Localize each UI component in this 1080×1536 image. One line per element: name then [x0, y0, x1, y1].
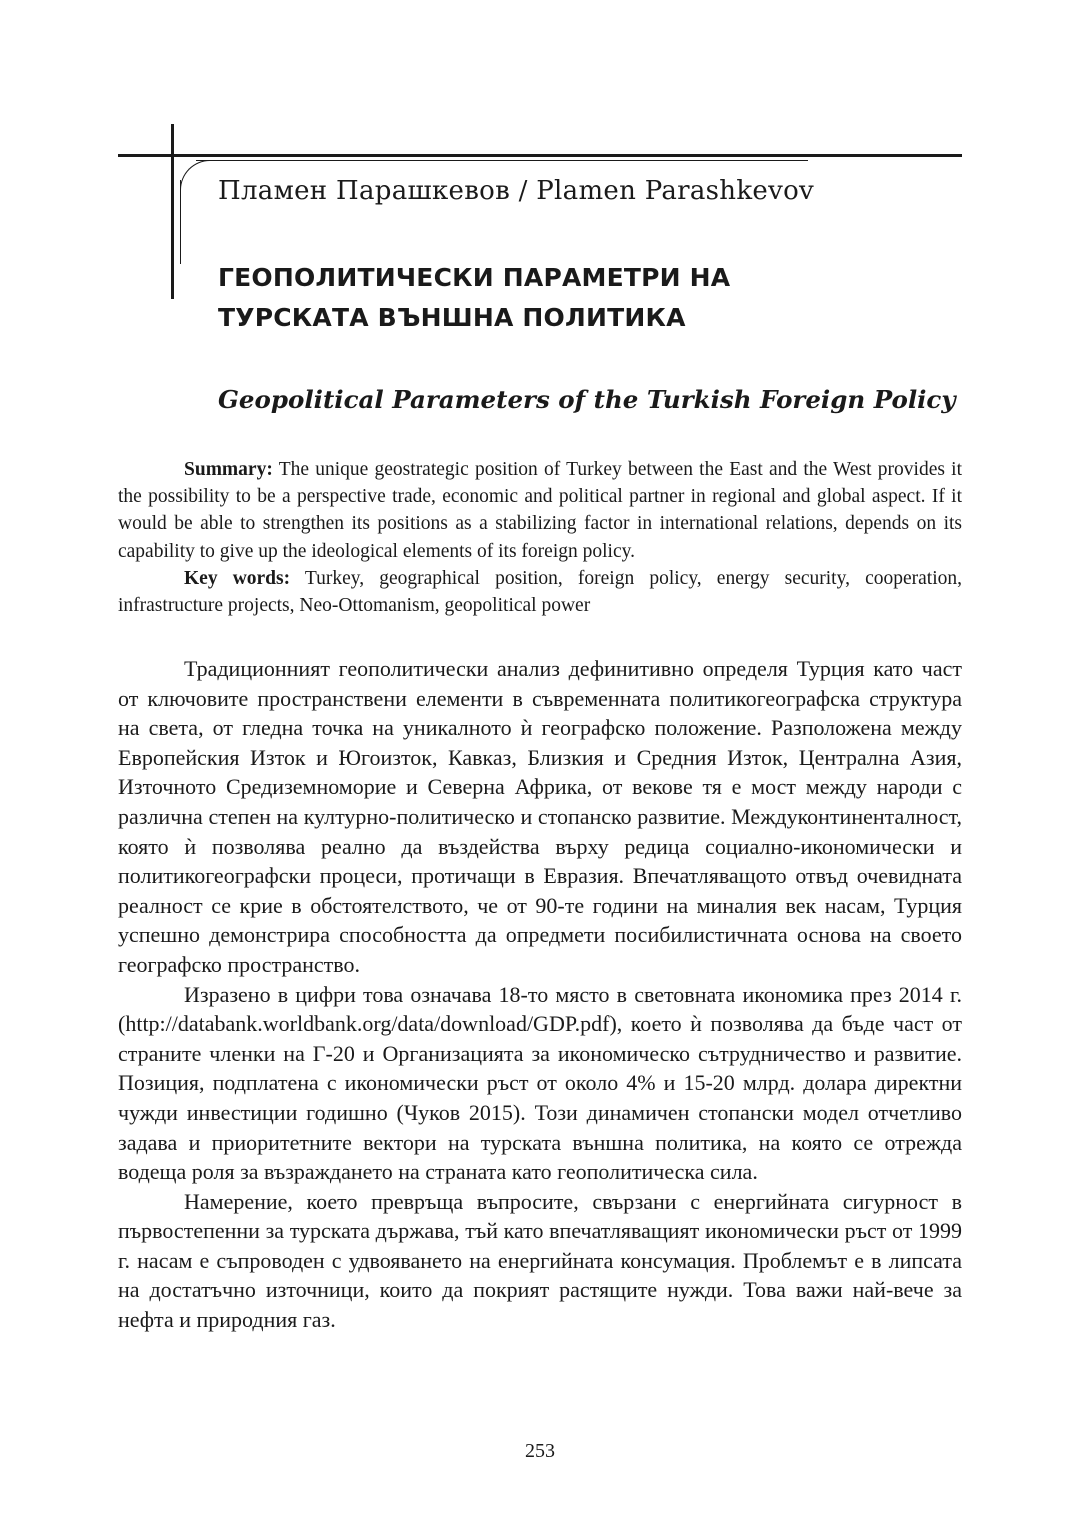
summary-text: The unique geostrategic position of Turkey between the East and the West provides it the possibility to be a perspective trade, economic and political partner in regional and global aspect. If it would be able to strengthen its positions as a stabilizing factor in international relations, depends on its capability to give up the ideological elements of its foreign policy. — [118, 459, 962, 562]
keywords-label: Key words: — [184, 567, 291, 589]
keywords-text: Turkey, geographical position, foreign policy, energy security, cooperation, infrastructure projects, Neo-Ottomanism, geopolitical power — [118, 567, 962, 617]
title-bg-line-1: ГЕОПОЛИТИЧЕСКИ ПАРАМЕТРИ НА — [218, 263, 731, 292]
author-name: Пламен Парашкевов / Plamen Parashkevov — [218, 176, 815, 206]
body-paragraph: Изразено в цифри това означава 18-то място в световната икономика през 2014 г. (http://databank.worldbank.org/data/download/GDP.pdf), което ѝ позволява да бъде част от страните членки на Г-20 и Организацията за икономическо сътрудничество и развитие. Позиция, подплатена с икономически ръст от около 4% и 15-20 млрд. долара директни чужди инвестиции годишно (Чуков 2015). Този динамичен стопански модел отчетливо задава и приоритетните вектори на турската външна политика, на която се отрежда водеща роля за възраждането на страната като геополитическа сила. — [118, 981, 962, 1185]
keywords-paragraph — [118, 565, 962, 619]
article-title-bulgarian — [218, 258, 730, 338]
body-text — [118, 654, 962, 1335]
body-paragraph: Намерение, което превръща въпросите, свързани с енергийната сигурност в първостепенни за турската държава, тъй като впечатляващият икономически ръст от 1999 г. насам е съпроводен с удвояването на енергийната консумация. Проблемът е в липсата на достатъчно източници, които да покрият растящите нужди. Това важи най-вече за нефта и природния газ. — [118, 1188, 962, 1333]
summary-label: Summary: — [184, 459, 273, 480]
article-title-english: Geopolitical Parameters of the Turkish Foreign Policy — [218, 385, 956, 414]
header-rule-vertical — [171, 124, 174, 299]
body-paragraph: Традиционният геополитически анализ дефинитивно определя Турция като част от ключовите пространствени елементи в съвременната политикогеографска структура на света, от гледна точка на уникалното ѝ географско положение. Разположена между Европейския Изток и Югоизток, Кавказ, Близкия и Средния Изток, Централна Азия, Източното Средиземноморие и Северна Африка, от векове тя е мост между народи с различна степен на културно-политическо и стопанско развитие. Междуконтиненталност, която ѝ позволява реално да въздейства върху редица социално-икономически и политикогеографски процеси, протичащи в Евразия. Впечатляващото отвъд очевидната реалност се крие в обстоятелството, че от 90-те години на миналия век насам, Турция успешно демонстрира способността да опредмети посибилистичната основа на своето географско пространство. — [118, 656, 962, 977]
header-rule-vertical-thin — [180, 180, 181, 264]
abstract-block — [118, 456, 962, 619]
header-rule-horizontal — [118, 154, 962, 157]
summary-paragraph — [118, 456, 962, 565]
header-rule-curve — [180, 160, 221, 191]
title-bg-line-2: ТУРСКАТА ВЪНШНА ПОЛИТИКА — [218, 303, 686, 332]
page-number: 253 — [525, 1440, 555, 1462]
header-rule-thin — [196, 160, 808, 161]
